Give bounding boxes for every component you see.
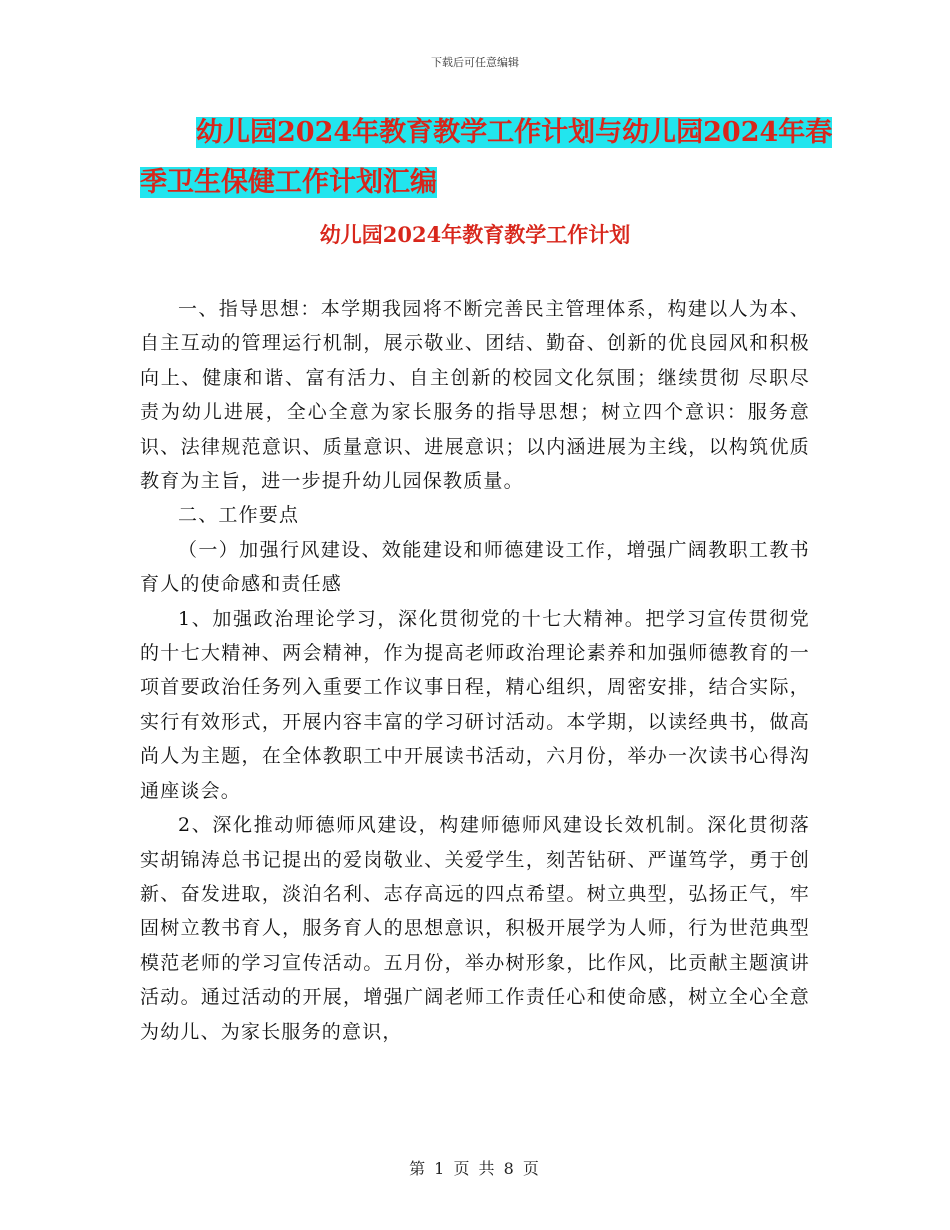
paragraph-guiding-thought: 一、指导思想：本学期我园将不断完善民主管理体系，构建以人为本、自主互动的管理运行机制，展示敬业、团结、勤奋、创新的优良园风和积极向上、健康和谐、富有活力、自主创新的校园文化氛围；继续贯彻 尽职尽责为幼儿进展，全心全意为家长服务的指导思想；树立四个意识：服务意识、法律规范意识、质量意识、进展意识；以内涵进展为主线，以构筑优质教育为主旨，进一步提升幼儿园保教质量。	[140, 298, 810, 493]
document-body	[140, 292, 810, 1049]
header-note: 下载后可任意编辑	[431, 56, 519, 69]
section-title: 幼儿园2024年教育教学工作计划	[319, 222, 631, 247]
title-highlight-2: 季卫生保健工作计划汇编	[140, 167, 437, 198]
paragraph-item-2: 2、深化推动师德师风建设，构建师德师风建设长效机制。深化贯彻落实胡锦涛总书记提出的爱岗敬业、关爱学生，刻苦钻研、严谨笃学，勇于创新、奋发进取，淡泊名利、志存高远的四点希望。树立典型，弘扬正气，牢固树立教书育人，服务育人的思想意识，积极开展学为人师，行为世范典型模范老师的学习宣传活动。五月份，举办树形象，比作风，比贡献主题演讲活动。通过活动的开展，增强广阔老师工作责任心和使命感，树立全心全意为幼儿、为家长服务的意识，	[140, 814, 810, 1043]
document-title-line-1	[140, 108, 833, 158]
document-title	[140, 108, 833, 208]
document-title-line-2	[140, 158, 820, 208]
title-highlight-1: 幼儿园2024年教育教学工作计划与幼儿园2024年春	[196, 117, 833, 148]
paragraph-subsection-1: （一）加强行风建设、效能建设和师德建设工作，增强广阔教职工教书育人的使命感和责任感	[140, 538, 810, 596]
paragraph-work-points-heading: 二、工作要点	[178, 504, 300, 527]
paragraph-item-1: 1、加强政治理论学习，深化贯彻党的十七大精神。把学习宣传贯彻党的十七大精神、两会精神，作为提高老师政治理论素养和加强师德教育的一项首要政治任务列入重要工作议事日程，精心组织，周密安排，结合实际，实行有效形式，开展内容丰富的学习研讨活动。本学期，以读经典书，做高尚人为主题，在全体教职工中开展读书活动，六月份，举办一次读书心得沟通座谈会。	[140, 607, 810, 802]
page-number: 第 1 页 共 8 页	[409, 1159, 541, 1178]
